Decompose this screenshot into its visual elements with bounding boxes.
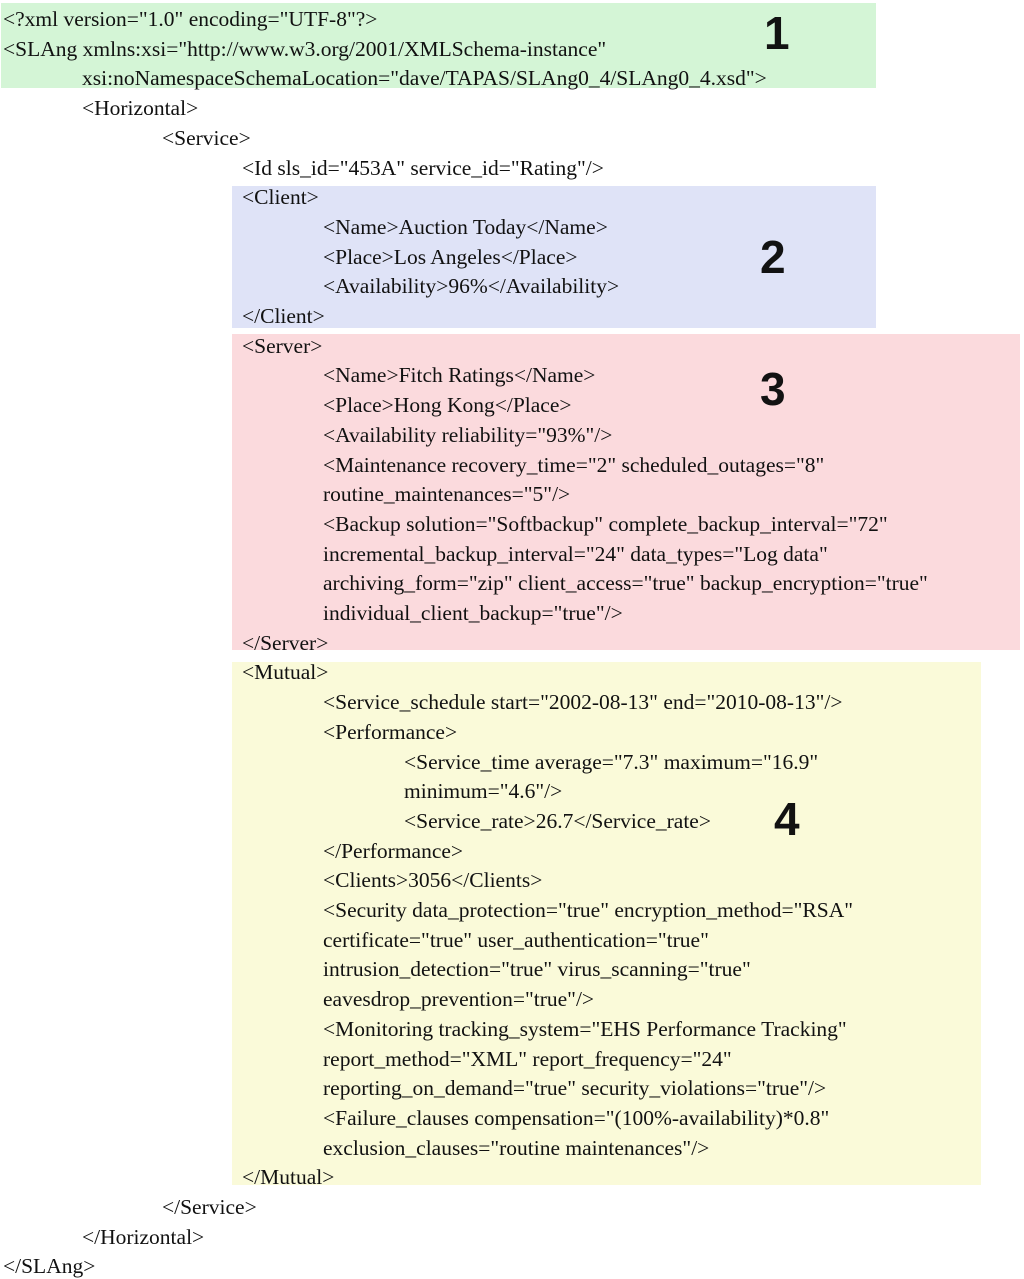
code-line: <Service_time average="7.3" maximum="16.9" bbox=[404, 750, 819, 774]
code-line: <Maintenance recovery_time="2" scheduled_outages="8" bbox=[323, 453, 825, 477]
region-number-3: 3 bbox=[760, 363, 786, 415]
code-line: <?xml version="1.0" encoding="UTF-8"?> bbox=[3, 7, 378, 31]
code-line: <SLAng xmlns:xsi="http://www.w3.org/2001/XMLSchema-instance" bbox=[3, 37, 607, 61]
code-line: <Security data_protection="true" encryption_method="RSA" bbox=[323, 898, 854, 922]
code-line: <Performance> bbox=[323, 720, 458, 744]
code-line: <Service> bbox=[162, 126, 251, 150]
code-line: <Backup solution="Softbackup" complete_backup_interval="72" bbox=[323, 512, 888, 536]
region-number-4: 4 bbox=[774, 793, 800, 845]
region-number-1: 1 bbox=[764, 7, 790, 59]
code-line: <Service_schedule start="2002-08-13" end="2010-08-13"/> bbox=[323, 690, 843, 714]
code-line: <Clients>3056</Clients> bbox=[323, 868, 543, 892]
code-line: <Monitoring tracking_system="EHS Performance Tracking" bbox=[323, 1017, 847, 1041]
code-line: minimum="4.6"/> bbox=[404, 779, 563, 803]
code-line: eavesdrop_prevention="true"/> bbox=[323, 987, 595, 1011]
code-line: xsi:noNamespaceSchemaLocation="dave/TAPAS/SLAng0_4/SLAng0_4.xsd"> bbox=[82, 66, 767, 90]
code-line: <Name>Fitch Ratings</Name> bbox=[323, 363, 596, 387]
code-line: <Service_rate>26.7</Service_rate> bbox=[404, 809, 711, 833]
code-line: <Name>Auction Today</Name> bbox=[323, 215, 608, 239]
code-line: report_method="XML" report_frequency="24" bbox=[323, 1047, 732, 1071]
code-line: </SLAng> bbox=[3, 1254, 96, 1278]
code-line: <Id sls_id="453A" service_id="Rating"/> bbox=[242, 156, 604, 180]
code-line: <Availability>96%</Availability> bbox=[323, 274, 620, 298]
code-line: </Mutual> bbox=[242, 1165, 335, 1189]
code-line: <Mutual> bbox=[242, 660, 329, 684]
code-line: intrusion_detection="true" virus_scanning="true" bbox=[323, 957, 751, 981]
code-line: <Client> bbox=[242, 185, 319, 209]
code-line: </Service> bbox=[162, 1195, 257, 1219]
code-line: routine_maintenances="5"/> bbox=[323, 482, 571, 506]
code-line: incremental_backup_interval="24" data_types="Log data" bbox=[323, 542, 828, 566]
code-line: <Server> bbox=[242, 334, 323, 358]
code-line: </Client> bbox=[242, 304, 325, 328]
code-line: individual_client_backup="true"/> bbox=[323, 601, 623, 625]
code-line: </Performance> bbox=[323, 839, 464, 863]
code-line: </Horizontal> bbox=[82, 1225, 205, 1249]
region-number-2: 2 bbox=[760, 231, 786, 283]
code-line: certificate="true" user_authentication="true" bbox=[323, 928, 709, 952]
code-line: reporting_on_demand="true" security_violations="true"/> bbox=[323, 1076, 827, 1100]
code-line: <Place>Hong Kong</Place> bbox=[323, 393, 572, 417]
code-line: <Horizontal> bbox=[82, 96, 199, 120]
code-line: </Server> bbox=[242, 631, 329, 655]
code-line: <Failure_clauses compensation="(100%-availability)*0.8" bbox=[323, 1106, 830, 1130]
code-line: <Availability reliability="93%"/> bbox=[323, 423, 613, 447]
code-line: archiving_form="zip" client_access="true" backup_encryption="true" bbox=[323, 571, 928, 595]
code-line: exclusion_clauses="routine maintenances"/> bbox=[323, 1136, 710, 1160]
code-line: <Place>Los Angeles</Place> bbox=[323, 245, 578, 269]
